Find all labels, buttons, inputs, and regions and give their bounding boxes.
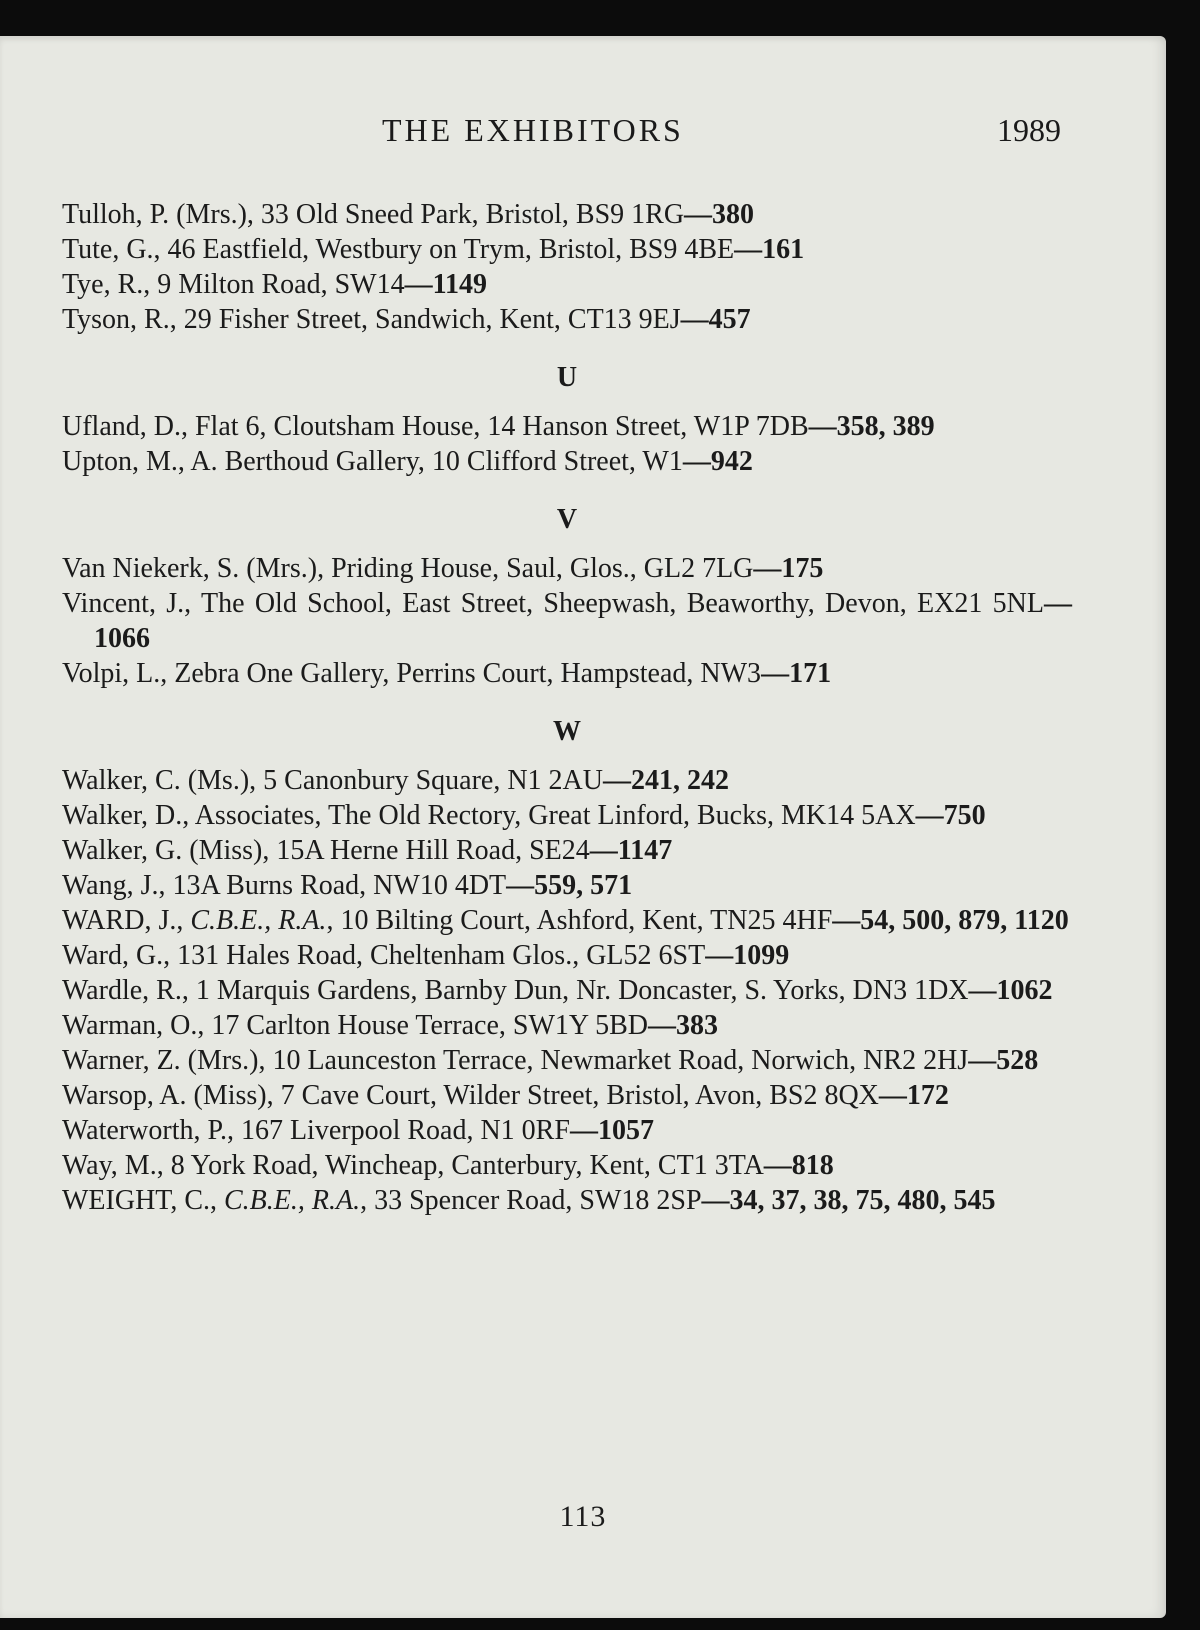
list-item: Warman, O., 17 Carlton House Terrace, SW1Y 5BD—383: [62, 1010, 718, 1041]
list-item: WARD, J., C.B.E., R.A., 10 Bilting Court, Ashford, Kent, TN25 4HF—54, 500, 879, 1120: [62, 905, 1069, 936]
list-item: Walker, D., Associates, The Old Rectory, Great Linford, Bucks, MK14 5AX—750: [62, 800, 986, 831]
running-title: THE EXHIBITORS: [382, 112, 684, 148]
running-header: [0, 112, 1166, 152]
list-item: Warsop, A. (Miss), 7 Cave Court, Wilder Street, Bristol, Avon, BS2 8QX—172: [62, 1080, 949, 1111]
list-item: Van Niekerk, S. (Mrs.), Priding House, Saul, Glos., GL2 7LG—175: [62, 553, 824, 584]
list-item: Way, M., 8 York Road, Wincheap, Canterbury, Kent, CT1 3TA—818: [62, 1150, 834, 1181]
list-item: Upton, M., A. Berthoud Gallery, 10 Clifford Street, W1—942: [62, 446, 753, 477]
list-item: Wang, J., 13A Burns Road, NW10 4DT—559, 571: [62, 870, 633, 901]
list-item: Walker, C. (Ms.), 5 Canonbury Square, N1 2AU—241, 242: [62, 765, 729, 796]
page-number: 113: [559, 1500, 607, 1533]
section-letter-w: W: [553, 716, 581, 747]
list-item: Tyson, R., 29 Fisher Street, Sandwich, Kent, CT13 9EJ—457: [62, 304, 751, 335]
list-item: Ufland, D., Flat 6, Cloutsham House, 14 Hanson Street, W1P 7DB—358, 389: [62, 411, 935, 442]
section-w: [62, 763, 1072, 1218]
list-item: Waterworth, P., 167 Liverpool Road, N1 0RF—1057: [62, 1115, 654, 1146]
section-v: [62, 551, 1072, 691]
list-item: Walker, G. (Miss), 15A Herne Hill Road, SE24—1147: [62, 835, 673, 866]
list-item: Wardle, R., 1 Marquis Gardens, Barnby Dun, Nr. Doncaster, S. Yorks, DN3 1DX—1062: [62, 975, 1053, 1006]
book-page: [0, 36, 1166, 1618]
list-item: Tulloh, P. (Mrs.), 33 Old Sneed Park, Bristol, BS9 1RG—380: [62, 199, 755, 230]
section-letter-v: V: [556, 504, 578, 535]
exhibitor-list: [62, 197, 1072, 1218]
list-item: Tute, G., 46 Eastfield, Westbury on Trym, Bristol, BS9 4BE—161: [62, 234, 805, 265]
section-letter-u: U: [556, 362, 578, 393]
list-item: Vincent, J., The Old School, East Street, Sheepwash, Beaworthy, Devon, EX21 5NL—1066: [62, 588, 1072, 654]
section-t: [62, 197, 1072, 337]
list-item: Volpi, L., Zebra One Gallery, Perrins Court, Hampstead, NW3—171: [62, 658, 832, 689]
list-item: Ward, G., 131 Hales Road, Cheltenham Glos., GL52 6ST—1099: [62, 940, 790, 971]
list-item: Tye, R., 9 Milton Road, SW14—1149: [62, 269, 488, 300]
header-year: 1989: [997, 112, 1061, 148]
section-u: [62, 409, 1072, 479]
list-item: WEIGHT, C., C.B.E., R.A., 33 Spencer Road, SW18 2SP—34, 37, 38, 75, 480, 545: [62, 1185, 996, 1216]
list-item: Warner, Z. (Mrs.), 10 Launceston Terrace, Newmarket Road, Norwich, NR2 2HJ—528: [62, 1045, 1039, 1076]
